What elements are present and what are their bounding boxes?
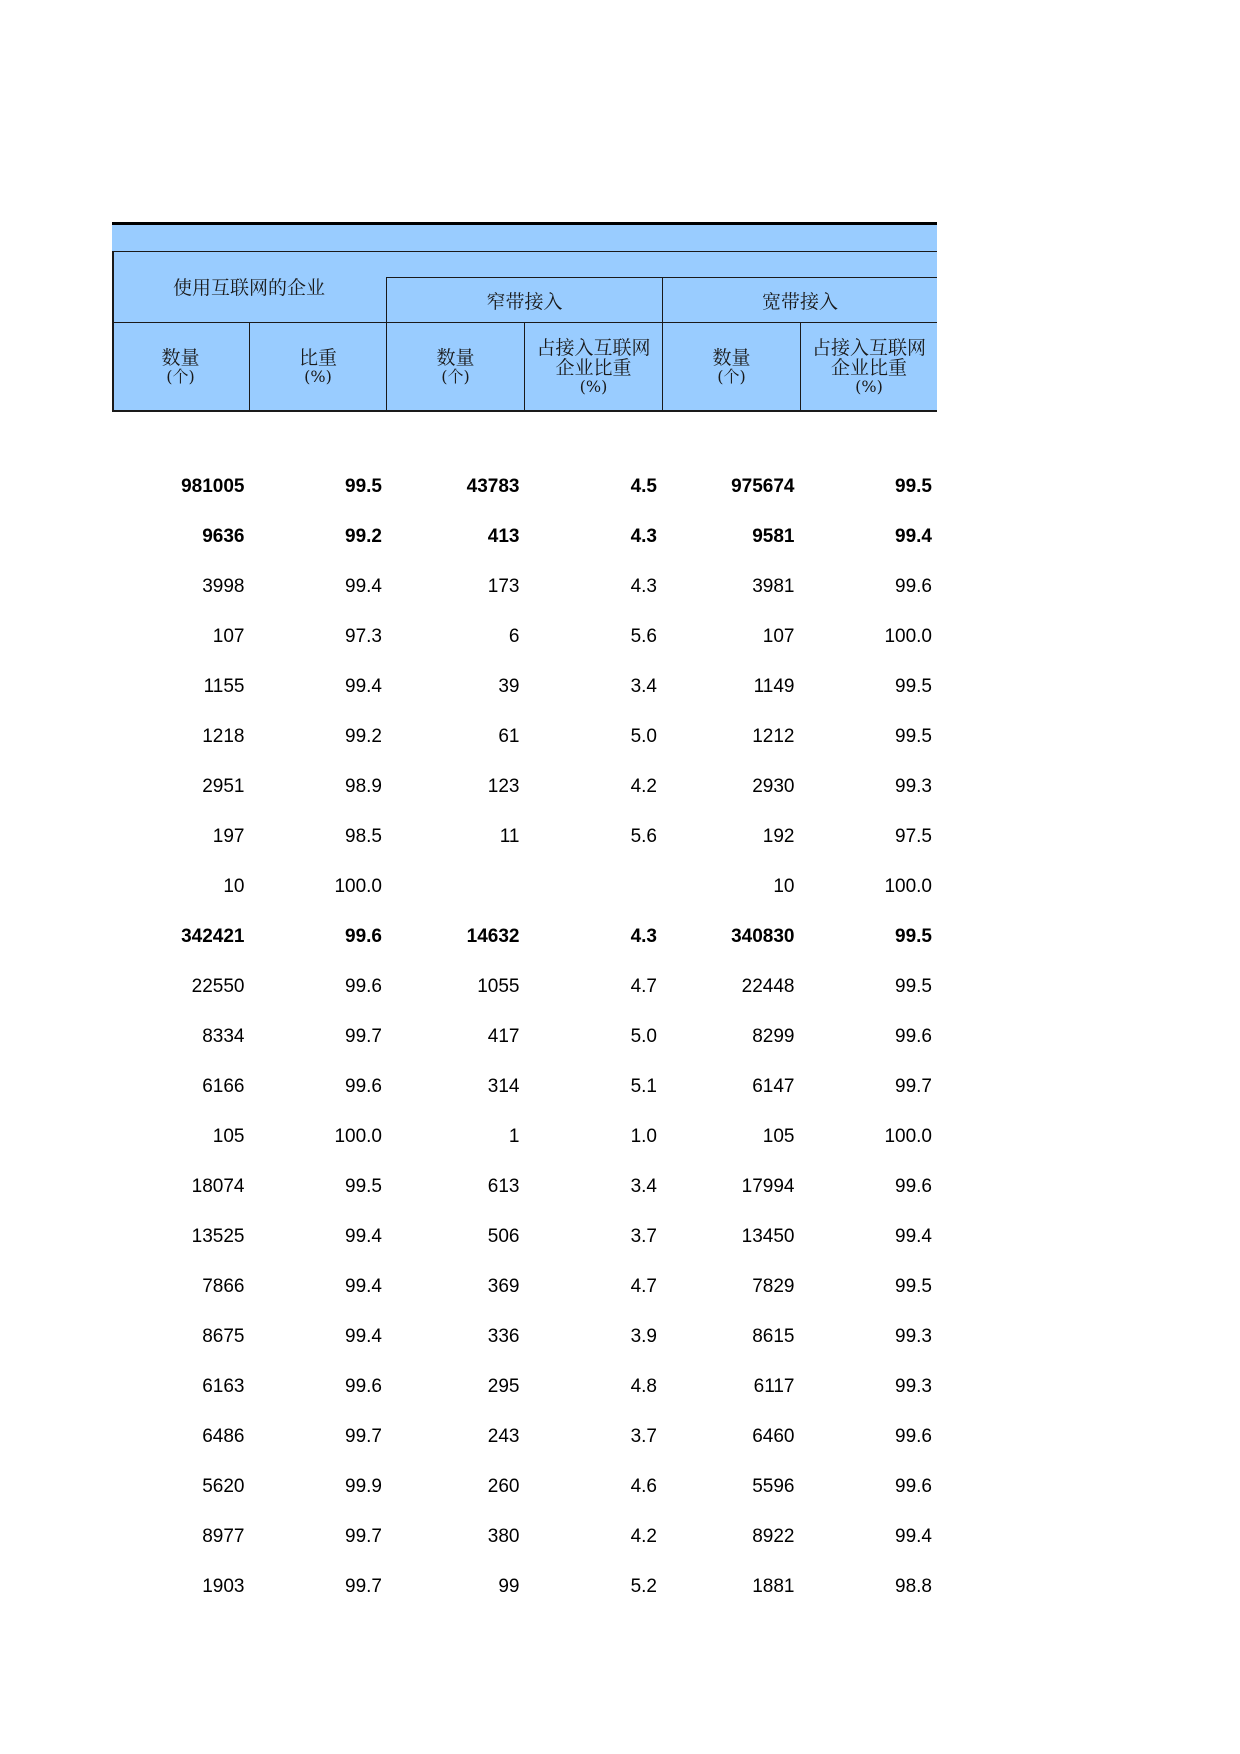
table-cell: 61 (498, 726, 520, 747)
table-cell: 99.5 (895, 926, 932, 947)
table-cell: 5.6 (630, 826, 657, 847)
table-cell: 99.3 (895, 1376, 932, 1397)
table-cell: 3.7 (630, 1426, 657, 1447)
table-cell: 123 (487, 776, 520, 797)
table-cell: 314 (487, 1076, 520, 1097)
table-cell: 4.2 (630, 776, 657, 797)
table-cell: 99.5 (895, 976, 932, 997)
table-row (112, 1412, 937, 1462)
table-cell: 99.3 (895, 776, 932, 797)
table-cell: 413 (487, 526, 520, 547)
table-cell: 99.6 (895, 1026, 932, 1047)
table-cell: 8922 (752, 1526, 795, 1547)
table-cell: 9581 (752, 526, 795, 547)
table-cell: 100.0 (884, 876, 932, 897)
table-cell: 97.3 (345, 626, 382, 647)
table-cell: 3.9 (630, 1326, 657, 1347)
table-cell: 6166 (202, 1076, 245, 1097)
subheader-count-unit: (个) (166, 366, 195, 386)
table-cell: 192 (762, 826, 795, 847)
table-cell: 17994 (741, 1176, 795, 1197)
table-cell: 99.6 (895, 576, 932, 597)
table-cell: 97.5 (895, 826, 932, 847)
table-cell: 99.7 (345, 1526, 382, 1547)
table-cell: 99.5 (345, 476, 382, 497)
table-cell (525, 862, 663, 912)
table-cell: 99.7 (345, 1576, 382, 1597)
table-cell: 981005 (181, 476, 245, 497)
table-cell: 14632 (466, 926, 520, 947)
table-cell: 8334 (202, 1026, 245, 1047)
table-cell: 99.4 (345, 576, 382, 597)
table-cell: 8615 (752, 1326, 795, 1347)
table-cell: 99.6 (345, 926, 382, 947)
table-cell: 8675 (202, 1326, 245, 1347)
table-cell: 99.4 (345, 676, 382, 697)
table-cell: 99.2 (345, 526, 382, 547)
table-cell: 99.4 (895, 1526, 932, 1547)
table-cell: 3998 (202, 576, 245, 597)
table-cell: 6117 (753, 1376, 795, 1397)
subheader-share-of-internet-line2: 企业比重 (830, 356, 907, 379)
table-row (112, 1262, 937, 1312)
table-cell: 1155 (203, 676, 245, 697)
table-cell: 369 (487, 1276, 520, 1297)
table-cell: 99.7 (345, 1426, 382, 1447)
table-cell: 1218 (202, 726, 245, 747)
subheader-count-label: 数量 (161, 346, 200, 369)
table-cell: 5596 (752, 1476, 795, 1497)
table-cell: 340830 (731, 926, 795, 947)
table-row (112, 1362, 937, 1412)
table-cell: 4.6 (630, 1476, 657, 1497)
table-cell: 1149 (753, 676, 795, 697)
table-cell: 99.7 (345, 1026, 382, 1047)
header-narrowband: 窄带接入 (486, 290, 563, 313)
table-cell: 13525 (191, 1226, 245, 1247)
table-row (112, 612, 937, 662)
table-cell: 260 (487, 1476, 520, 1497)
table-cell: 3.4 (630, 676, 657, 697)
table-cell: 100.0 (334, 876, 382, 897)
table-cell: 99.2 (345, 726, 382, 747)
table-cell: 613 (487, 1176, 520, 1197)
subheader-count-unit: (个) (441, 366, 470, 386)
table-cell: 1.0 (630, 1126, 657, 1147)
table-cell: 99.4 (895, 526, 932, 547)
table-cell: 22448 (741, 976, 795, 997)
table-cell: 1881 (752, 1576, 795, 1597)
table-cell: 4.3 (630, 926, 657, 947)
table-cell: 5620 (202, 1476, 245, 1497)
subheader-share-label: 比重 (298, 346, 337, 369)
table-cell: 4.8 (630, 1376, 657, 1397)
table-row (112, 1462, 937, 1512)
subheader-share-1 (250, 323, 386, 410)
table-cell: 5.0 (630, 1026, 657, 1047)
header-internet-enterprises: 使用互联网的企业 (172, 277, 325, 299)
table-cell: 1903 (202, 1576, 245, 1597)
subheader-share-of-internet-unit: (%) (855, 376, 883, 396)
table-cell: 5.6 (630, 626, 657, 647)
table-cell: 3.4 (630, 1176, 657, 1197)
table-cell: 8977 (202, 1526, 245, 1547)
table-row (112, 1112, 937, 1162)
table-row (112, 1312, 937, 1362)
header-broadband: 宽带接入 (761, 290, 838, 313)
subheader-share-of-internet-line1: 占接入互联网 (811, 336, 926, 359)
table-row (112, 1062, 937, 1112)
table-row (112, 1212, 937, 1262)
data-rows (112, 462, 937, 1612)
table-cell: 100.0 (884, 626, 932, 647)
table-cell: 4.5 (630, 476, 657, 497)
subheader-share-of-internet-unit: (%) (579, 376, 608, 396)
table-cell: 1 (508, 1126, 520, 1147)
table-cell: 22550 (191, 976, 245, 997)
table-cell: 342421 (181, 926, 245, 947)
table-cell: 99.3 (895, 1326, 932, 1347)
table-row (112, 662, 937, 712)
subheader-count-2 (387, 323, 524, 410)
table-row (112, 1512, 937, 1562)
table-row (112, 712, 937, 762)
table-cell: 99.6 (895, 1476, 932, 1497)
table-cell: 5.2 (630, 1576, 657, 1597)
table-cell: 173 (487, 576, 520, 597)
table-cell: 43783 (466, 476, 520, 497)
table-cell: 99.5 (895, 676, 932, 697)
table-cell: 100.0 (884, 1126, 932, 1147)
table-cell: 18074 (191, 1176, 245, 1197)
table-row (112, 1012, 937, 1062)
table-cell: 7829 (752, 1276, 795, 1297)
subheader-share-of-internet-line2: 企业比重 (555, 356, 632, 379)
subheader-share-of-internet-line1: 占接入互联网 (536, 336, 651, 359)
table-cell: 4.3 (630, 576, 657, 597)
table-row (112, 862, 937, 912)
table-cell: 6147 (752, 1076, 795, 1097)
table-cell: 105 (212, 1126, 245, 1147)
table-cell: 105 (762, 1126, 795, 1147)
table-cell: 336 (487, 1326, 520, 1347)
table-cell: 6 (508, 626, 520, 647)
subheader-share-of-internet-1 (525, 323, 662, 410)
table-cell: 99.7 (895, 1076, 932, 1097)
table-cell: 4.2 (630, 1526, 657, 1547)
table-cell: 98.8 (895, 1576, 932, 1597)
table-cell: 99.5 (895, 726, 932, 747)
table-row (112, 562, 937, 612)
table-cell (387, 862, 525, 912)
subheader-count-label: 数量 (436, 346, 475, 369)
table-header (112, 251, 937, 412)
table-cell: 107 (762, 626, 795, 647)
table-cell: 2951 (202, 776, 245, 797)
table-cell: 11 (499, 826, 520, 847)
table-cell: 506 (487, 1226, 520, 1247)
table-cell: 3981 (752, 576, 795, 597)
table-cell: 99.4 (345, 1226, 382, 1247)
subheader-count-3 (663, 323, 800, 410)
table-cell: 99.5 (895, 1276, 932, 1297)
table-row (112, 812, 937, 862)
table-row (112, 762, 937, 812)
subheader-share-unit: (%) (304, 366, 332, 386)
table-cell: 99.9 (345, 1476, 382, 1497)
table-row (112, 912, 937, 962)
table-cell: 99.6 (895, 1176, 932, 1197)
table-row (112, 512, 937, 562)
table-row (112, 1562, 937, 1612)
table-row (112, 1162, 937, 1212)
table-cell: 99.6 (345, 1376, 382, 1397)
table-cell: 5.1 (630, 1076, 657, 1097)
subheader-count-unit: (个) (717, 366, 746, 386)
table-cell: 4.3 (630, 526, 657, 547)
table-cell: 98.5 (345, 826, 382, 847)
subheader-share-of-internet-2 (801, 323, 937, 410)
table-cell: 99.6 (345, 976, 382, 997)
table-cell: 975674 (731, 476, 795, 497)
table-row (112, 962, 937, 1012)
table-cell: 107 (212, 626, 245, 647)
table-cell: 8299 (752, 1026, 795, 1047)
table-cell: 1055 (477, 976, 520, 997)
table-cell: 10 (223, 876, 245, 897)
table-cell: 99.6 (345, 1076, 382, 1097)
table-cell: 6163 (202, 1376, 245, 1397)
table-cell: 295 (487, 1376, 520, 1397)
table-cell: 9636 (202, 526, 245, 547)
table-cell: 99.4 (345, 1326, 382, 1347)
table-cell: 417 (487, 1026, 520, 1047)
table-cell: 5.0 (630, 726, 657, 747)
table-cell: 99 (498, 1576, 520, 1597)
table-cell: 197 (212, 826, 245, 847)
table-cell: 6486 (202, 1426, 245, 1447)
table-cell: 100.0 (334, 1126, 382, 1147)
table-cell: 6460 (752, 1426, 795, 1447)
table-cell: 3.7 (630, 1226, 657, 1247)
table-row (112, 462, 937, 512)
table-cell: 4.7 (630, 1276, 657, 1297)
table-cell: 4.7 (630, 976, 657, 997)
subheader-count-label: 数量 (712, 346, 751, 369)
table-cell: 243 (487, 1426, 520, 1447)
table-cell: 7866 (202, 1276, 245, 1297)
table-cell: 99.5 (345, 1176, 382, 1197)
table-cell: 2930 (752, 776, 795, 797)
table-cell: 1212 (752, 726, 795, 747)
table-cell: 99.6 (895, 1426, 932, 1447)
table-cell: 10 (773, 876, 795, 897)
table-cell: 99.4 (345, 1276, 382, 1297)
table-cell: 380 (487, 1526, 520, 1547)
header-band (112, 225, 937, 251)
table-cell: 99.5 (895, 476, 932, 497)
table-cell: 39 (498, 676, 520, 697)
table-cell: 13450 (741, 1226, 795, 1247)
table-cell: 98.9 (345, 776, 382, 797)
table-cell: 99.4 (895, 1226, 932, 1247)
subheader-count-1 (112, 323, 249, 410)
